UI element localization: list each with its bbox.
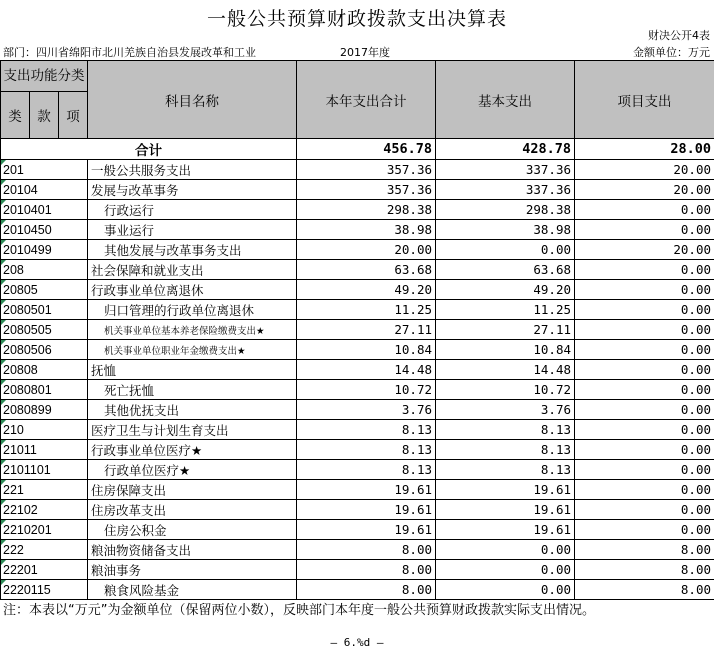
table-row: [1, 220, 714, 240]
row-code-text: 222: [3, 542, 24, 557]
row-name: 行政单位医疗★: [88, 460, 297, 480]
row-code-text: 22201: [3, 562, 38, 577]
cell-marker-icon: [1, 560, 6, 565]
table-row: [1, 500, 714, 520]
row-basic: 0.00: [436, 540, 575, 560]
cell-marker-icon: [1, 200, 6, 205]
row-basic: 337.36: [436, 160, 575, 180]
header-kuan: 款: [30, 92, 59, 139]
table-row: [1, 420, 714, 440]
unit-label: 金额单位：万元: [633, 46, 710, 59]
row-code-text: 20104: [3, 182, 38, 197]
row-project: 8.00: [575, 560, 714, 580]
row-code: [1, 420, 88, 440]
row-name: 行政事业单位医疗★: [88, 440, 297, 460]
row-code-text: 2210201: [3, 522, 52, 537]
table-row: [1, 340, 714, 360]
table-row: [1, 360, 714, 380]
cell-marker-icon: [1, 320, 6, 325]
table-row: [1, 480, 714, 500]
header-project-exp: 项目支出: [575, 61, 714, 139]
header-basic-exp: 基本支出: [436, 61, 575, 139]
cell-marker-icon: [1, 160, 6, 165]
row-code: [1, 340, 88, 360]
row-code-text: 2080505: [3, 322, 52, 337]
row-basic: 8.13: [436, 460, 575, 480]
table-number: 财决公开4表: [648, 29, 710, 42]
table-row: [1, 460, 714, 480]
row-project: 0.00: [575, 360, 714, 380]
row-code: [1, 180, 88, 200]
row-code: [1, 480, 88, 500]
row-total: 10.84: [297, 340, 436, 360]
cell-marker-icon: [1, 380, 6, 385]
table-row: [1, 540, 714, 560]
row-total: 38.98: [297, 220, 436, 240]
row-project: 0.00: [575, 520, 714, 540]
row-project: 0.00: [575, 280, 714, 300]
cell-marker-icon: [1, 260, 6, 265]
row-code-text: 208: [3, 262, 24, 277]
row-code: [1, 520, 88, 540]
row-project: 0.00: [575, 420, 714, 440]
row-name: 其他发展与改革事务支出: [88, 240, 297, 260]
row-name: 发展与改革事务: [88, 180, 297, 200]
row-code-text: 2010450: [3, 222, 52, 237]
row-basic: 8.13: [436, 440, 575, 460]
table-row: [1, 280, 714, 300]
row-code-text: 21011: [3, 442, 37, 457]
row-project: 0.00: [575, 340, 714, 360]
row-code: [1, 460, 88, 480]
row-basic: 10.84: [436, 340, 575, 360]
row-name: 一般公共服务支出: [88, 160, 297, 180]
row-name: 粮食风险基金: [88, 580, 297, 600]
row-basic: 0.00: [436, 240, 575, 260]
table-row: [1, 380, 714, 400]
row-project: 0.00: [575, 440, 714, 460]
row-code-text: 2080506: [3, 342, 52, 357]
row-code-text: 2101101: [3, 462, 51, 477]
row-total: 27.11: [297, 320, 436, 340]
row-total: 19.61: [297, 480, 436, 500]
cell-marker-icon: [1, 420, 6, 425]
row-total: 8.00: [297, 560, 436, 580]
row-basic: 49.20: [436, 280, 575, 300]
row-project: 0.00: [575, 400, 714, 420]
row-name: 社会保障和就业支出: [88, 260, 297, 280]
row-total: 8.00: [297, 580, 436, 600]
row-name: 医疗卫生与计划生育支出: [88, 420, 297, 440]
row-project: 0.00: [575, 460, 714, 480]
row-code: [1, 200, 88, 220]
table-row: [1, 440, 714, 460]
row-name: 粮油物资储备支出: [88, 540, 297, 560]
cell-marker-icon: [1, 360, 6, 365]
row-name: 住房公积金: [88, 520, 297, 540]
row-total: 8.13: [297, 440, 436, 460]
row-project: 0.00: [575, 380, 714, 400]
row-code: [1, 220, 88, 240]
header-lei: 类: [1, 92, 30, 139]
row-name: 粮油事务: [88, 560, 297, 580]
row-name: 归口管理的行政单位离退休: [88, 300, 297, 320]
row-code: [1, 580, 88, 600]
row-project: 0.00: [575, 500, 714, 520]
row-project: 0.00: [575, 220, 714, 240]
row-name: 机关事业单位基本养老保险缴费支出★: [88, 320, 297, 340]
row-name: 事业运行: [88, 220, 297, 240]
row-code: [1, 240, 88, 260]
row-name: 死亡抚恤: [88, 380, 297, 400]
row-total: 3.76: [297, 400, 436, 420]
row-code: [1, 280, 88, 300]
row-code-text: 20808: [3, 362, 38, 377]
row-total: 10.72: [297, 380, 436, 400]
row-code-text: 22102: [3, 502, 38, 517]
row-basic: 19.61: [436, 480, 575, 500]
row-project: 0.00: [575, 260, 714, 280]
page-title: 一般公共预算财政拨款支出决算表: [206, 8, 507, 30]
row-total: 357.36: [297, 180, 436, 200]
row-total: 8.13: [297, 460, 436, 480]
table-row: [1, 520, 714, 540]
row-basic: 10.72: [436, 380, 575, 400]
row-total: 49.20: [297, 280, 436, 300]
row-code: [1, 540, 88, 560]
row-code: [1, 380, 88, 400]
cell-marker-icon: [1, 220, 6, 225]
table-row: [1, 300, 714, 320]
header-subject-name: 科目名称: [88, 61, 297, 139]
row-name: 行政事业单位离退休: [88, 280, 297, 300]
row-project: 0.00: [575, 480, 714, 500]
row-code: [1, 500, 88, 520]
total-total: 456.78: [297, 139, 436, 160]
page-footer: — 6.%d —: [330, 636, 384, 649]
cell-marker-icon: [1, 500, 6, 505]
row-project: 20.00: [575, 240, 714, 260]
cell-marker-icon: [1, 180, 6, 185]
table-row: [1, 200, 714, 220]
row-code-text: 2080801: [3, 382, 52, 397]
cell-marker-icon: [1, 300, 6, 305]
table-note: 注：本表以“万元”为金额单位（保留两位小数），反映部门本年度一般公共预算财政拨款实际支出情况。: [3, 603, 595, 618]
row-basic: 38.98: [436, 220, 575, 240]
department-label: 部门：四川省绵阳市北川羌族自治县发展改革和工业: [3, 46, 256, 59]
row-name: 住房保障支出: [88, 480, 297, 500]
row-total: 63.68: [297, 260, 436, 280]
total-row: [1, 139, 714, 160]
row-basic: 63.68: [436, 260, 575, 280]
total-basic: 428.78: [436, 139, 575, 160]
cell-marker-icon: [1, 440, 6, 445]
header-xiang: 项: [59, 92, 88, 139]
row-basic: 27.11: [436, 320, 575, 340]
row-name: 住房改革支出: [88, 500, 297, 520]
row-basic: 337.36: [436, 180, 575, 200]
row-total: 14.48: [297, 360, 436, 380]
cell-marker-icon: [1, 480, 6, 485]
row-project: 0.00: [575, 200, 714, 220]
row-basic: 0.00: [436, 560, 575, 580]
row-code: [1, 440, 88, 460]
row-total: 19.61: [297, 520, 436, 540]
row-basic: 14.48: [436, 360, 575, 380]
row-code-text: 2220115: [3, 582, 51, 597]
row-name: 抚恤: [88, 360, 297, 380]
row-total: 298.38: [297, 200, 436, 220]
row-basic: 19.61: [436, 500, 575, 520]
row-basic: 8.13: [436, 420, 575, 440]
row-code-text: 20805: [3, 282, 38, 297]
row-code-text: 2010499: [3, 242, 52, 257]
row-basic: 0.00: [436, 580, 575, 600]
row-code-text: 2080501: [3, 302, 52, 317]
row-code-text: 2080899: [3, 402, 52, 417]
row-name: 其他优抚支出: [88, 400, 297, 420]
meta-bar: [0, 43, 714, 59]
table-row: [1, 180, 714, 200]
row-code: [1, 160, 88, 180]
row-code-text: 201: [3, 162, 24, 177]
row-project: 20.00: [575, 180, 714, 200]
row-code-text: 210: [3, 422, 24, 437]
table-row: [1, 240, 714, 260]
row-project: 0.00: [575, 320, 714, 340]
table-row: [1, 160, 714, 180]
table-row: [1, 320, 714, 340]
row-code: [1, 560, 88, 580]
row-code: [1, 360, 88, 380]
row-basic: 3.76: [436, 400, 575, 420]
cell-marker-icon: [1, 460, 6, 465]
row-basic: 19.61: [436, 520, 575, 540]
cell-marker-icon: [1, 540, 6, 545]
row-total: 357.36: [297, 160, 436, 180]
header-total-exp: 本年支出合计: [297, 61, 436, 139]
row-project: 8.00: [575, 540, 714, 560]
cell-marker-icon: [1, 240, 6, 245]
row-total: 11.25: [297, 300, 436, 320]
cell-marker-icon: [1, 580, 6, 585]
table-row: [1, 400, 714, 420]
row-total: 8.00: [297, 540, 436, 560]
row-total: 19.61: [297, 500, 436, 520]
row-name: 行政运行: [88, 200, 297, 220]
cell-marker-icon: [1, 400, 6, 405]
total-project: 28.00: [575, 139, 714, 160]
row-project: 20.00: [575, 160, 714, 180]
row-total: 8.13: [297, 420, 436, 440]
row-project: 8.00: [575, 580, 714, 600]
table-row: [1, 260, 714, 280]
row-basic: 298.38: [436, 200, 575, 220]
row-name: 机关事业单位职业年金缴费支出★: [88, 340, 297, 360]
row-code: [1, 320, 88, 340]
cell-marker-icon: [1, 340, 6, 345]
row-basic: 11.25: [436, 300, 575, 320]
table-row: [1, 580, 714, 600]
row-code-text: 2010401: [3, 202, 52, 217]
cell-marker-icon: [1, 280, 6, 285]
row-project: 0.00: [575, 300, 714, 320]
total-label: 合计: [1, 139, 297, 160]
year-label: 2017年度: [340, 46, 390, 59]
table-row: [1, 560, 714, 580]
row-code: [1, 260, 88, 280]
row-code-text: 221: [3, 482, 24, 497]
cell-marker-icon: [1, 520, 6, 525]
row-code: [1, 300, 88, 320]
expenditure-table: [0, 60, 714, 600]
header-func-class: 支出功能分类: [1, 61, 88, 92]
row-code: [1, 400, 88, 420]
row-total: 20.00: [297, 240, 436, 260]
